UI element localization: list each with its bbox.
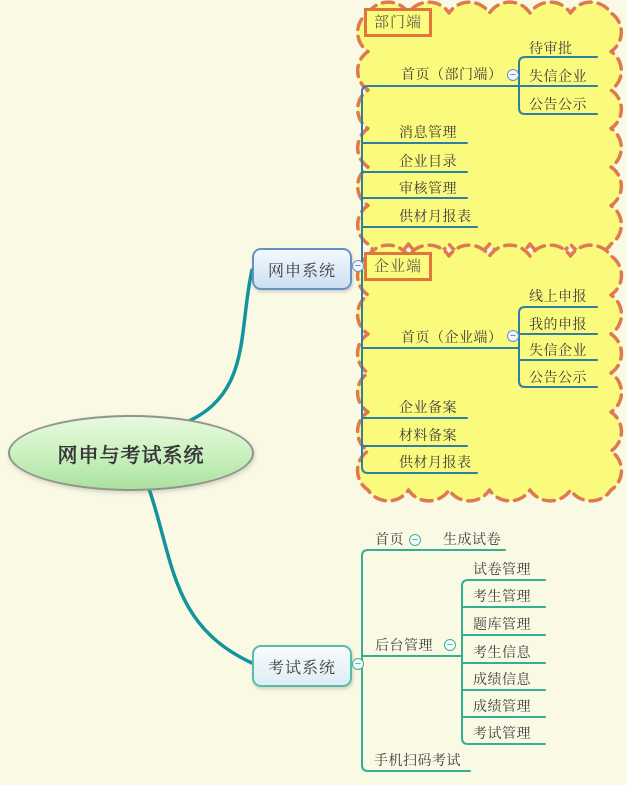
topic-online-declare[interactable]: 线上申报 [529, 288, 587, 304]
root-to-apply-curve [182, 270, 252, 424]
boundary-label-dept[interactable]: 部门端 [364, 8, 432, 37]
boundary-label-ent[interactable]: 企业端 [364, 252, 432, 281]
topic-my-declare[interactable]: 我的申报 [529, 316, 587, 332]
topic-mobile-scan-exam[interactable]: 手机扫码考试 [374, 752, 461, 768]
topic-exam-home[interactable]: 首页 [375, 531, 404, 547]
topic-enterprise-directory[interactable]: 企业目录 [399, 153, 457, 169]
root-to-exam-curve [146, 480, 252, 663]
collapse-icon[interactable]: − [444, 639, 456, 651]
collapse-icon[interactable]: − [507, 69, 519, 81]
topic-backend-mgmt[interactable]: 后台管理 [375, 637, 433, 653]
collapse-icon[interactable]: − [352, 260, 364, 272]
topic-announcement[interactable]: 公告公示 [529, 369, 587, 385]
topic-pending-approval[interactable]: 待审批 [529, 40, 573, 56]
boundary-cloud-dept [358, 2, 622, 255]
topic-dept-home[interactable]: 首页（部门端） [401, 66, 503, 82]
collapse-icon[interactable]: − [409, 534, 421, 546]
topic-generate-paper[interactable]: 生成试卷 [443, 531, 501, 547]
topic-examinee-mgmt[interactable]: 考生管理 [473, 588, 531, 604]
collapse-icon[interactable]: − [352, 658, 364, 670]
topic-ent-home[interactable]: 首页（企业端） [401, 329, 503, 345]
topic-material-monthly-report[interactable]: 供材月报表 [399, 208, 472, 224]
topic-dishonest-enterprise[interactable]: 失信企业 [529, 68, 587, 84]
topic-exam-mgmt[interactable]: 考试管理 [473, 725, 531, 741]
collapse-icon[interactable]: − [507, 330, 519, 342]
topic-audit-mgmt[interactable]: 审核管理 [399, 180, 457, 196]
topic-announcement[interactable]: 公告公示 [529, 96, 587, 112]
topic-examinee-info[interactable]: 考生信息 [473, 644, 531, 660]
topic-score-info[interactable]: 成绩信息 [473, 671, 531, 687]
topic-dishonest-enterprise[interactable]: 失信企业 [529, 342, 587, 358]
topic-material-monthly-report[interactable]: 供材月报表 [399, 454, 472, 470]
topic-enterprise-record[interactable]: 企业备案 [399, 399, 457, 415]
topic-score-mgmt[interactable]: 成绩管理 [473, 698, 531, 714]
root-topic[interactable]: 网申与考试系统 [8, 415, 254, 491]
topic-paper-mgmt[interactable]: 试卷管理 [473, 561, 531, 577]
topic-message-mgmt[interactable]: 消息管理 [399, 124, 457, 140]
topic-question-bank-mgmt[interactable]: 题库管理 [473, 616, 531, 632]
apply-system-node[interactable]: 网申系统 [252, 248, 352, 290]
exam-system-node[interactable]: 考试系统 [252, 645, 352, 687]
topic-material-record[interactable]: 材料备案 [399, 427, 457, 443]
